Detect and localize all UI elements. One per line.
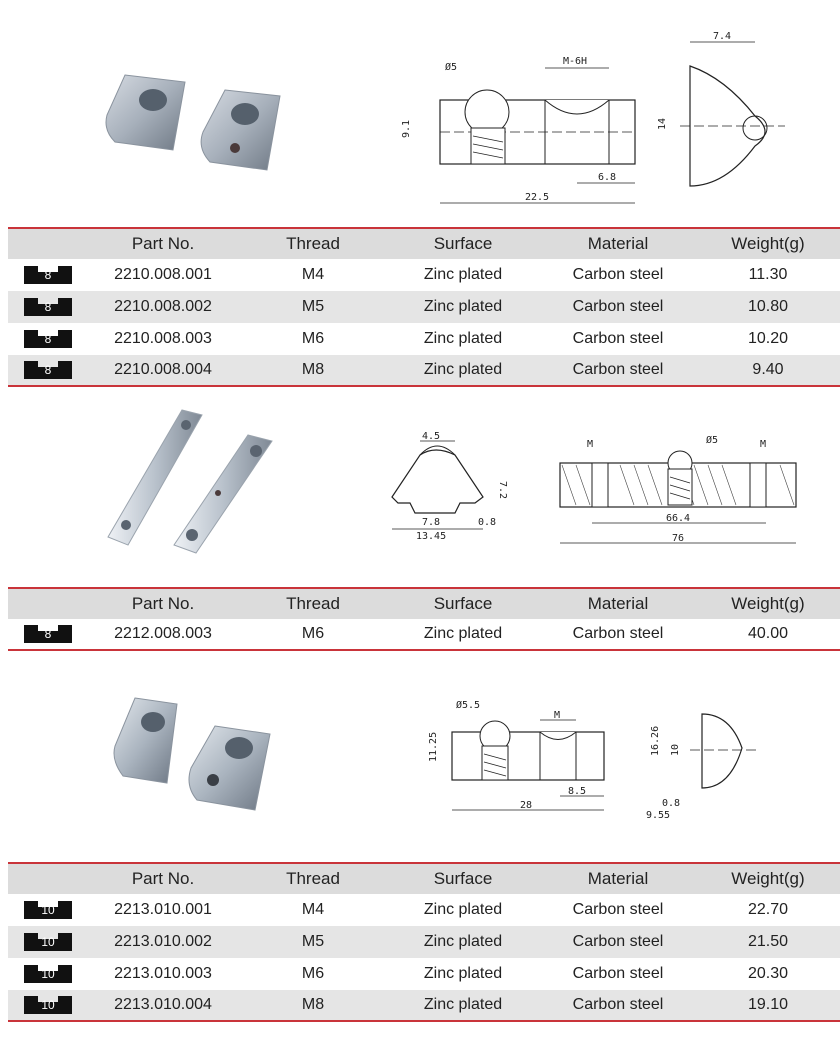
table-header	[8, 227, 840, 259]
dim-width: 13.45	[416, 531, 447, 542]
dim-length: 76	[672, 533, 685, 544]
cell-thread: M6	[301, 625, 325, 642]
cell-surface: Zinc plated	[423, 996, 503, 1013]
row-icon-cell	[8, 264, 93, 286]
row-icon-cell	[8, 899, 93, 921]
cell-weight: 22.70	[747, 901, 789, 918]
table-header	[8, 862, 840, 894]
dim-width: 14	[657, 117, 668, 130]
cell-weight: 11.30	[748, 266, 788, 283]
dim-h: 7.2	[497, 481, 508, 500]
cell-surface: Zinc plated	[423, 901, 503, 918]
slot-size-label: 8	[44, 268, 52, 282]
cell-material: Carbon steel	[572, 625, 664, 642]
dim-length: 22.5	[525, 192, 550, 203]
dim-thread: M	[554, 710, 561, 721]
cell-surface: Zinc plated	[423, 625, 503, 642]
slot-profile-icon	[22, 264, 74, 286]
cell-surface: Zinc plated	[423, 266, 503, 283]
header-part: Part No.	[131, 869, 195, 888]
cell-thread: M8	[301, 361, 325, 378]
dim-ball: Ø5	[706, 435, 719, 446]
header-material: Material	[587, 869, 649, 888]
header-surface: Surface	[433, 234, 493, 253]
table-row	[8, 323, 840, 355]
technical-drawing-2212	[380, 425, 810, 550]
slot-profile-icon	[22, 899, 74, 921]
dim-height: 9.1	[401, 119, 412, 138]
table-row	[8, 926, 840, 958]
dim-height: 11.25	[428, 731, 439, 762]
header-thread: Thread	[286, 234, 340, 253]
product-photo-2212	[100, 405, 280, 555]
product-photo-2210	[95, 70, 285, 180]
cell-weight: 21.50	[747, 933, 789, 950]
table-header	[8, 587, 840, 619]
slot-size-label: 8	[44, 332, 52, 346]
cell-part-no: 2210.008.003	[114, 330, 212, 347]
technical-drawing-2210	[395, 28, 795, 213]
table-row	[8, 990, 840, 1022]
cell-surface: Zinc plated	[423, 361, 503, 378]
slot-profile-icon	[22, 623, 74, 645]
slot-profile-icon	[22, 963, 74, 985]
table-row	[8, 259, 840, 291]
cell-weight: 19.10	[747, 996, 789, 1013]
table-row	[8, 355, 840, 387]
dim-inner-len: 66.4	[666, 513, 691, 524]
cell-weight: 40.00	[747, 625, 789, 642]
technical-drawing-2213	[420, 692, 780, 822]
row-icon-cell	[8, 994, 93, 1016]
cell-material: Carbon steel	[572, 361, 664, 378]
cell-part-no: 2213.010.002	[114, 933, 212, 950]
cell-part-no: 2210.008.001	[114, 266, 212, 283]
header-thread: Thread	[286, 594, 340, 613]
cell-thread: M4	[301, 266, 325, 283]
cell-thread: M8	[301, 996, 325, 1013]
header-weight: Weight(g)	[731, 594, 805, 613]
slot-profile-icon	[22, 328, 74, 350]
cell-surface: Zinc plated	[423, 965, 503, 982]
product-photo-2213	[105, 688, 280, 813]
header-surface: Surface	[433, 869, 493, 888]
cell-surface: Zinc plated	[423, 933, 503, 950]
dim-thread: M-6H	[563, 56, 588, 67]
header-weight: Weight(g)	[731, 869, 805, 888]
dim-width: 9.55	[646, 810, 671, 821]
dim-lip: 0.8	[478, 517, 497, 528]
table-row	[8, 894, 840, 926]
cell-part-no: 2210.008.002	[114, 298, 212, 315]
dim-length: 28	[520, 800, 533, 811]
cell-part-no: 2210.008.004	[114, 361, 212, 378]
cell-weight: 10.20	[747, 330, 789, 347]
cell-material: Carbon steel	[572, 996, 664, 1013]
row-icon-cell	[8, 296, 93, 318]
slot-size-label: 8	[44, 363, 52, 377]
dim-inner: 7.8	[422, 517, 441, 528]
dim-lip: 0.8	[662, 798, 681, 809]
cell-material: Carbon steel	[572, 965, 664, 982]
cell-surface: Zinc plated	[423, 298, 503, 315]
cell-thread: M5	[301, 933, 325, 950]
slot-profile-icon	[22, 296, 74, 318]
slot-profile-icon	[22, 359, 74, 381]
cell-weight: 20.30	[747, 965, 789, 982]
header-surface: Surface	[433, 594, 493, 613]
header-material: Material	[587, 234, 649, 253]
dim-offset: 8.5	[568, 786, 587, 797]
row-icon-cell	[8, 963, 93, 985]
cell-part-no: 2213.010.004	[114, 996, 212, 1013]
table-row	[8, 291, 840, 323]
dim-m-left: M	[587, 439, 594, 450]
cell-material: Carbon steel	[572, 330, 664, 347]
spec-table-2213	[8, 862, 840, 1022]
cell-thread: M6	[301, 965, 325, 982]
table-row	[8, 958, 840, 990]
header-part: Part No.	[131, 234, 195, 253]
cell-surface: Zinc plated	[423, 330, 503, 347]
header-weight: Weight(g)	[731, 234, 805, 253]
cell-thread: M5	[301, 298, 325, 315]
dim-top: 4.5	[422, 431, 441, 442]
row-icon-cell	[8, 359, 93, 381]
cell-part-no: 2213.010.003	[114, 965, 212, 982]
header-part: Part No.	[131, 594, 195, 613]
row-icon-cell	[8, 623, 93, 645]
dim-h-total: 16.26	[650, 725, 661, 756]
dim-ball: Ø5	[445, 62, 458, 73]
cell-part-no: 2212.008.003	[114, 625, 212, 642]
dim-ball: Ø5.5	[456, 700, 481, 711]
cell-material: Carbon steel	[572, 933, 664, 950]
cell-part-no: 2213.010.001	[114, 901, 212, 918]
slot-profile-icon	[22, 994, 74, 1016]
row-icon-cell	[8, 328, 93, 350]
dim-width-top: 7.4	[713, 31, 732, 42]
dim-m-right: M	[760, 439, 767, 450]
spec-table-2210	[8, 227, 840, 387]
dim-h-inner: 10	[670, 743, 681, 756]
slot-size-label: 8	[44, 300, 52, 314]
cell-material: Carbon steel	[572, 266, 664, 283]
slot-size-label: 10	[41, 998, 55, 1012]
cell-weight: 10.80	[747, 298, 789, 315]
row-icon-cell	[8, 931, 93, 953]
slot-size-label: 8	[44, 627, 52, 641]
header-thread: Thread	[286, 869, 340, 888]
cell-material: Carbon steel	[572, 901, 664, 918]
slot-size-label: 10	[41, 903, 55, 917]
table-row	[8, 619, 840, 651]
cell-thread: M6	[301, 330, 325, 347]
slot-size-label: 10	[41, 967, 55, 981]
dim-offset: 6.8	[598, 172, 617, 183]
header-material: Material	[587, 594, 649, 613]
slot-size-label: 10	[41, 935, 55, 949]
slot-profile-icon	[22, 931, 74, 953]
spec-table-2212	[8, 587, 840, 651]
cell-material: Carbon steel	[572, 298, 664, 315]
cell-weight: 9.40	[752, 361, 784, 378]
cell-thread: M4	[301, 901, 325, 918]
